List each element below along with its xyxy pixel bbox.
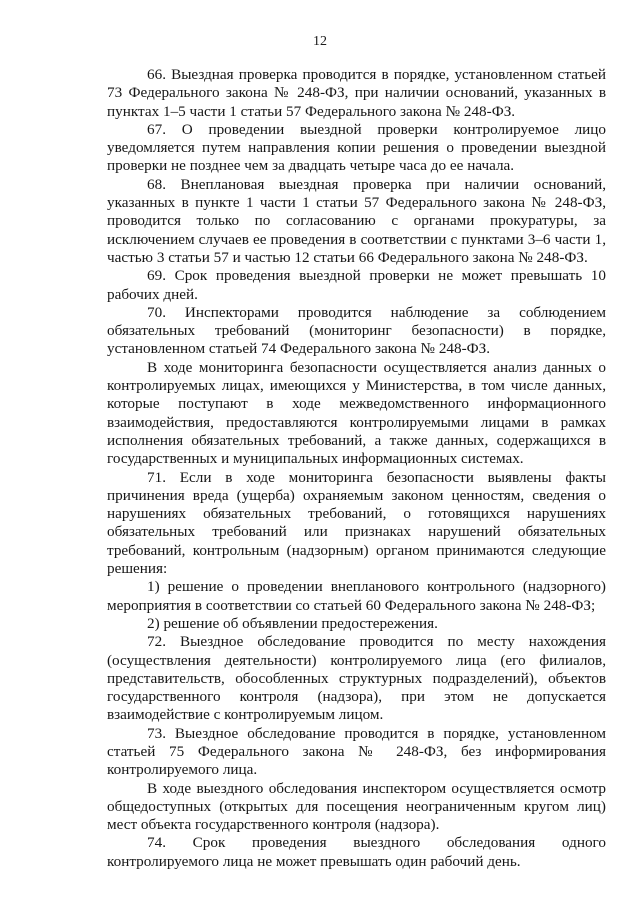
page-number: 12 (313, 34, 327, 49)
document-body (107, 66, 606, 871)
paragraph-70: 70. Инспекторами проводится наблюдение за соблюдением обязательных требований (мониторинг безопасности) в порядке, установленном статьей 74 Федерального закона № 248-ФЗ. (107, 303, 606, 358)
paragraph-70-monitoring: В ходе мониторинга безопасности осуществляется анализ данных о контролируемых лицах, имеющихся у Министерства, в том числе данных, которые поступают в ходе межведомственного информационного взаимодействия, предоставляются контролируемыми лицами в рамках исполнения обязательных требований, а также данных, содержащихся в государственных и муниципальных информационных системах. (107, 358, 606, 468)
paragraph-69: 69. Срок проведения выездной проверки не может превышать 10 рабочих дней. (107, 267, 606, 303)
paragraph-71-decision-1: 1) решение о проведении внепланового контрольного (надзорного) мероприятия в соответствии со статьей 60 Федерального закона № 248-ФЗ; (107, 578, 606, 614)
paragraph-73-inspection: В ходе выездного обследования инспектором осуществляется осмотр общедоступных (открытых для посещения неограниченным кругом лиц) мест объекта государственного контроля (надзора). (107, 779, 606, 834)
paragraph-71-decision-2: 2) решение об объявлении предостережения. (147, 614, 438, 632)
paragraph-67: 67. О проведении выездной проверки контролируемое лицо уведомляется путем направления копии решения о проведении выездной проверки не позднее чем за двадцать четыре часа до ее начала. (107, 120, 606, 175)
paragraph-71: 71. Если в ходе мониторинга безопасности выявлены факты причинения вреда (ущерба) охраняемым законом ценностям, сведения о нарушениях обязательных требований, о готовящихся нарушениях обязательных требований или признаках нарушений обязательных требований, контрольным (надзорным) органом принимаются следующие решения: (107, 468, 606, 578)
paragraph-73: 73. Выездное обследование проводится в порядке, установленном статьей 75 Федерального закона № 248-ФЗ, без информирования контролируемого лица. (107, 724, 606, 779)
paragraph-72: 72. Выездное обследование проводится по месту нахождения (осуществления деятельности) контролируемого лица (его филиалов, представительств, обособленных структурных подразделений), объектов государственного контроля (надзора), при этом не допускается взаимодействие с контролируемым лицом. (107, 633, 606, 724)
paragraph-66: 66. Выездная проверка проводится в порядке, установленном статьей 73 Федерального закона № 248-ФЗ, при наличии оснований, указанных в пунктах 1–5 части 1 статьи 57 Федерального закона № 248-ФЗ. (107, 66, 606, 120)
paragraph-74: 74. Срок проведения выездного обследования одного контролируемого лица не может превышать один рабочий день. (107, 834, 606, 870)
paragraph-68: 68. Внеплановая выездная проверка при наличии оснований, указанных в пункте 1 части 1 статьи 57 Федерального закона № 248-ФЗ, проводится только по согласованию с органами прокуратуры, за исключением случаев ее проведения в соответствии с пунктами 3–6 части 1, частью 3 статьи 57 и частью 12 статьи 66 Федерального закона № 248-ФЗ. (107, 175, 606, 266)
